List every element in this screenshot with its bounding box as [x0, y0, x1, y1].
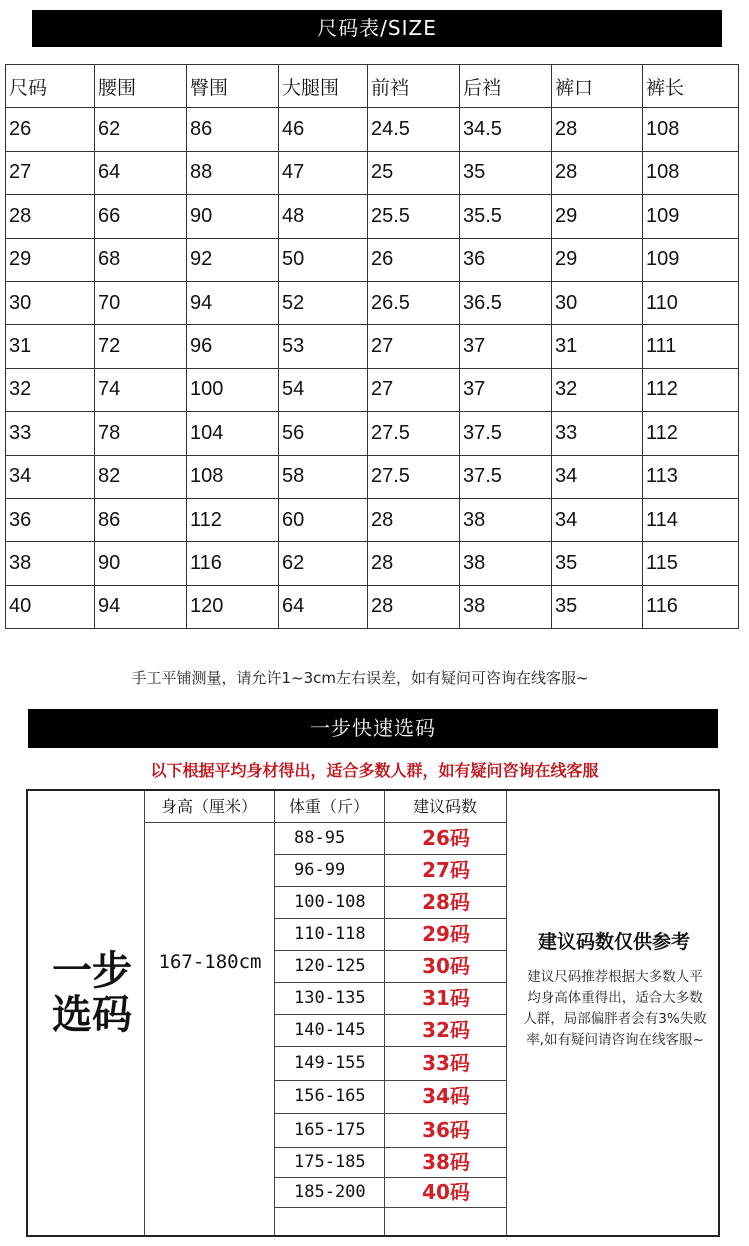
table-cell: 56: [279, 412, 368, 455]
size-cell: 36码: [422, 1118, 470, 1142]
table-cell: 31: [552, 325, 643, 368]
quick-pick-subtitle: 以下根据平均身材得出，适合多数人群，如有疑问咨询在线客服: [150, 761, 599, 780]
table-cell: 28: [552, 151, 643, 194]
side-label-line1: 一步: [52, 948, 132, 994]
table-cell: 109: [643, 238, 739, 281]
table-cell: 27: [6, 151, 95, 194]
column-header: 裤口: [552, 65, 643, 108]
table-cell: 100: [187, 368, 279, 411]
size-cell: 33码: [422, 1051, 470, 1075]
table-cell: 38: [460, 542, 552, 585]
table-cell: 37.5: [460, 455, 552, 498]
weight-cell: 110-118: [294, 924, 366, 944]
weight-cell: 88-95: [294, 828, 346, 848]
table-cell: 112: [187, 498, 279, 541]
table-cell: 94: [95, 585, 187, 628]
size-cell: 40码: [422, 1180, 470, 1204]
table-cell: 66: [95, 195, 187, 238]
table-cell: 116: [187, 542, 279, 585]
table-cell: 25.5: [368, 195, 460, 238]
table-header-row: [6, 65, 739, 108]
table-row: [6, 108, 739, 151]
table-row: [6, 498, 739, 541]
table-cell: 82: [95, 455, 187, 498]
table-cell: 112: [643, 368, 739, 411]
table-cell: 115: [643, 542, 739, 585]
table-cell: 64: [95, 151, 187, 194]
table-cell: 37: [460, 368, 552, 411]
table-cell: 96: [187, 325, 279, 368]
size-cell: 28码: [422, 890, 470, 914]
column-header: 大腿围: [279, 65, 368, 108]
column-header-size: 建议码数: [412, 797, 477, 816]
table-cell: 104: [187, 412, 279, 455]
quick-pick-banner: [28, 709, 718, 748]
table-cell: 28: [6, 195, 95, 238]
quick-pick-title: 一步快速选码: [310, 716, 436, 740]
weight-cell: 130-135: [294, 988, 366, 1008]
size-cell: 32码: [422, 1018, 470, 1042]
table-cell: 29: [552, 195, 643, 238]
table-cell: 114: [643, 498, 739, 541]
table-cell: 72: [95, 325, 187, 368]
table-cell: 27.5: [368, 455, 460, 498]
table-cell: 27: [368, 368, 460, 411]
table-cell: 62: [279, 542, 368, 585]
divider: [274, 1207, 506, 1208]
size-cell: 34码: [422, 1084, 470, 1108]
table-cell: 38: [460, 585, 552, 628]
table-cell: 47: [279, 151, 368, 194]
table-row: [6, 281, 739, 324]
table-cell: 31: [6, 325, 95, 368]
table-cell: 86: [95, 498, 187, 541]
table-cell: 28: [368, 585, 460, 628]
table-cell: 37.5: [460, 412, 552, 455]
table-row: [6, 195, 739, 238]
column-header-height: 身高（厘米）: [160, 797, 257, 816]
divider: [384, 791, 385, 1235]
table-cell: 111: [643, 325, 739, 368]
column-header: 臀围: [187, 65, 279, 108]
table-cell: 30: [552, 281, 643, 324]
table-cell: 78: [95, 412, 187, 455]
table-row: [6, 542, 739, 585]
divider: [144, 791, 145, 1235]
weight-cell: 96-99: [294, 860, 346, 880]
table-cell: 29: [6, 238, 95, 281]
table-cell: 34: [552, 455, 643, 498]
table-row: [6, 368, 739, 411]
table-cell: 60: [279, 498, 368, 541]
quick-pick-table: [26, 789, 720, 1237]
table-cell: 34.5: [460, 108, 552, 151]
table-cell: 46: [279, 108, 368, 151]
table-cell: 35: [552, 542, 643, 585]
table-cell: 120: [187, 585, 279, 628]
table-row: [6, 412, 739, 455]
table-cell: 26.5: [368, 281, 460, 324]
table-cell: 36: [6, 498, 95, 541]
divider: [506, 791, 507, 1235]
table-cell: 26: [6, 108, 95, 151]
table-cell: 90: [95, 542, 187, 585]
table-cell: 32: [6, 368, 95, 411]
height-range: 167-180cm: [158, 951, 262, 973]
table-cell: 29: [552, 238, 643, 281]
table-cell: 28: [552, 108, 643, 151]
table-cell: 35.5: [460, 195, 552, 238]
table-cell: 27: [368, 325, 460, 368]
table-cell: 108: [643, 151, 739, 194]
table-cell: 38: [460, 498, 552, 541]
table-cell: 54: [279, 368, 368, 411]
table-cell: 108: [187, 455, 279, 498]
table-cell: 88: [187, 151, 279, 194]
weight-cell: 149-155: [294, 1053, 366, 1073]
table-row: [6, 151, 739, 194]
side-label-line2: 选码: [52, 992, 132, 1038]
divider: [274, 791, 275, 1235]
size-cell: 26码: [422, 826, 470, 850]
table-cell: 108: [643, 108, 739, 151]
weight-cell: 100-108: [294, 892, 366, 912]
size-chart-banner: [32, 10, 722, 47]
table-row: [6, 585, 739, 628]
weight-cell: 120-125: [294, 956, 366, 976]
table-cell: 112: [643, 412, 739, 455]
column-header: 后裆: [460, 65, 552, 108]
table-cell: 70: [95, 281, 187, 324]
table-cell: 109: [643, 195, 739, 238]
table-cell: 33: [552, 412, 643, 455]
table-cell: 94: [187, 281, 279, 324]
table-cell: 35: [460, 151, 552, 194]
table-cell: 53: [279, 325, 368, 368]
table-cell: 25: [368, 151, 460, 194]
table-cell: 34: [552, 498, 643, 541]
table-cell: 110: [643, 281, 739, 324]
weight-cell: 156-165: [294, 1086, 366, 1106]
table-cell: 68: [95, 238, 187, 281]
table-cell: 116: [643, 585, 739, 628]
table-cell: 36.5: [460, 281, 552, 324]
table-cell: 40: [6, 585, 95, 628]
table-cell: 62: [95, 108, 187, 151]
measurement-note: 手工平铺测量，请允许1~3cm左右误差，如有疑问可咨询在线客服~: [131, 669, 589, 687]
weight-cell: 165-175: [294, 1120, 366, 1140]
size-cell: 27码: [422, 858, 470, 882]
table-cell: 30: [6, 281, 95, 324]
table-row: [6, 325, 739, 368]
table-cell: 90: [187, 195, 279, 238]
table-cell: 26: [368, 238, 460, 281]
table-cell: 34: [6, 455, 95, 498]
table-cell: 38: [6, 542, 95, 585]
size-cell: 29码: [422, 922, 470, 946]
size-cell: 31码: [422, 986, 470, 1010]
column-header: 裤长: [643, 65, 739, 108]
side-heading: 建议码数仅供参考: [537, 931, 690, 953]
table-cell: 28: [368, 542, 460, 585]
size-cell: 38码: [422, 1150, 470, 1174]
table-cell: 52: [279, 281, 368, 324]
weight-cell: 175-185: [294, 1152, 366, 1172]
table-cell: 24.5: [368, 108, 460, 151]
table-cell: 33: [6, 412, 95, 455]
size-cell: 30码: [422, 954, 470, 978]
table-cell: 37: [460, 325, 552, 368]
table-cell: 74: [95, 368, 187, 411]
size-table: [5, 64, 739, 629]
column-header: 腰围: [95, 65, 187, 108]
table-cell: 36: [460, 238, 552, 281]
column-header: 尺码: [6, 65, 95, 108]
table-row: [6, 455, 739, 498]
table-cell: 48: [279, 195, 368, 238]
table-cell: 92: [187, 238, 279, 281]
weight-cell: 185-200: [294, 1182, 366, 1202]
table-cell: 50: [279, 238, 368, 281]
table-row: [6, 238, 739, 281]
column-header-weight: 体重（斤）: [288, 797, 369, 816]
weight-cell: 140-145: [294, 1020, 366, 1040]
table-cell: 113: [643, 455, 739, 498]
table-cell: 27.5: [368, 412, 460, 455]
table-cell: 28: [368, 498, 460, 541]
table-cell: 64: [279, 585, 368, 628]
size-chart-title: 尺码表/SIZE: [317, 16, 437, 40]
table-cell: 58: [279, 455, 368, 498]
table-cell: 32: [552, 368, 643, 411]
column-header: 前裆: [368, 65, 460, 108]
table-cell: 86: [187, 108, 279, 151]
side-text: 建议尺码推荐根据大多数人平均身高体重得出，适合大多数人群，局部偏胖者会有3%失败率,如有疑问请咨询在线客服~: [523, 969, 707, 1048]
table-cell: 35: [552, 585, 643, 628]
